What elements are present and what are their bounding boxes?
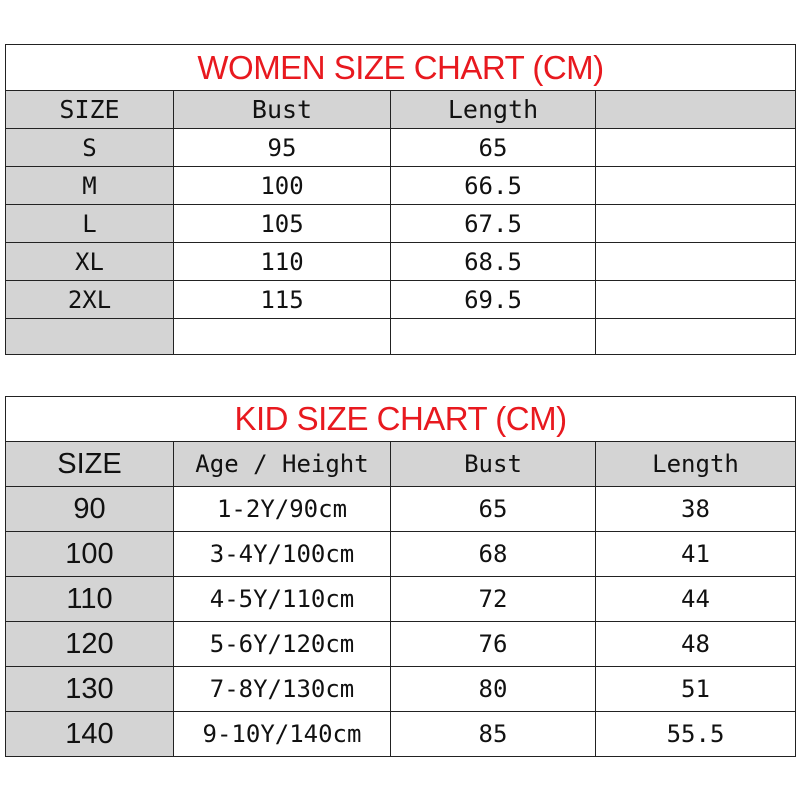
women-blank-row [6, 319, 796, 355]
women-chart-title: WOMEN SIZE CHART (CM) [6, 45, 796, 91]
women-length-cell: 66.5 [391, 167, 596, 205]
kid-size-cell: 100 [6, 532, 174, 577]
women-empty-cell [596, 205, 796, 243]
kid-size-cell: 140 [6, 712, 174, 757]
women-empty-cell [596, 167, 796, 205]
kid-bust-cell: 65 [391, 487, 596, 532]
women-bust-cell: 115 [174, 281, 391, 319]
women-header-row [6, 91, 796, 129]
women-empty-cell [391, 319, 596, 355]
women-bust-cell: 105 [174, 205, 391, 243]
kid-bust-cell: 72 [391, 577, 596, 622]
kid-bust-cell: 76 [391, 622, 596, 667]
kid-table-row [6, 532, 796, 577]
women-empty-cell [174, 319, 391, 355]
kid-bust-cell: 85 [391, 712, 596, 757]
women-empty-cell [596, 281, 796, 319]
women-table-row [6, 281, 796, 319]
women-table-row [6, 243, 796, 281]
women-length-cell: 68.5 [391, 243, 596, 281]
kid-length-cell: 51 [596, 667, 796, 712]
kid-size-cell: 110 [6, 577, 174, 622]
women-size-cell: 2XL [6, 281, 174, 319]
women-bust-cell: 110 [174, 243, 391, 281]
kid-age-height-cell: 1-2Y/90cm [174, 487, 391, 532]
kid-header-length: Length [596, 442, 796, 487]
kid-header-size: SIZE [6, 442, 174, 487]
women-length-cell: 69.5 [391, 281, 596, 319]
kid-table-row [6, 712, 796, 757]
women-table-row [6, 205, 796, 243]
kid-length-cell: 38 [596, 487, 796, 532]
kid-size-chart [5, 396, 796, 757]
women-length-cell: 67.5 [391, 205, 596, 243]
women-size-cell: L [6, 205, 174, 243]
kid-table-row [6, 622, 796, 667]
women-table-row [6, 167, 796, 205]
women-bust-cell: 100 [174, 167, 391, 205]
women-size-chart [5, 44, 796, 355]
women-header-empty [596, 91, 796, 129]
kid-chart-title: KID SIZE CHART (CM) [6, 397, 796, 442]
kid-age-height-cell: 4-5Y/110cm [174, 577, 391, 622]
kid-length-cell: 55.5 [596, 712, 796, 757]
kid-length-cell: 44 [596, 577, 796, 622]
women-empty-cell [6, 319, 174, 355]
kid-size-cell: 120 [6, 622, 174, 667]
kid-age-height-cell: 7-8Y/130cm [174, 667, 391, 712]
women-length-cell: 65 [391, 129, 596, 167]
kid-length-cell: 41 [596, 532, 796, 577]
women-table-row [6, 129, 796, 167]
women-header-bust: Bust [174, 91, 391, 129]
kid-header-row [6, 442, 796, 487]
kid-age-height-cell: 3-4Y/100cm [174, 532, 391, 577]
women-header-length: Length [391, 91, 596, 129]
kid-bust-cell: 68 [391, 532, 596, 577]
women-size-cell: M [6, 167, 174, 205]
women-empty-cell [596, 243, 796, 281]
women-size-cell: S [6, 129, 174, 167]
women-empty-cell [596, 129, 796, 167]
kid-age-height-cell: 9-10Y/140cm [174, 712, 391, 757]
kid-table-row [6, 667, 796, 712]
kid-age-height-cell: 5-6Y/120cm [174, 622, 391, 667]
kid-header-bust: Bust [391, 442, 596, 487]
kid-length-cell: 48 [596, 622, 796, 667]
women-header-size: SIZE [6, 91, 174, 129]
women-empty-cell [596, 319, 796, 355]
women-size-cell: XL [6, 243, 174, 281]
women-bust-cell: 95 [174, 129, 391, 167]
kid-table-row [6, 487, 796, 532]
kid-table-row [6, 577, 796, 622]
kid-header-age-height: Age / Height [174, 442, 391, 487]
kid-size-cell: 130 [6, 667, 174, 712]
kid-bust-cell: 80 [391, 667, 596, 712]
kid-size-cell: 90 [6, 487, 174, 532]
